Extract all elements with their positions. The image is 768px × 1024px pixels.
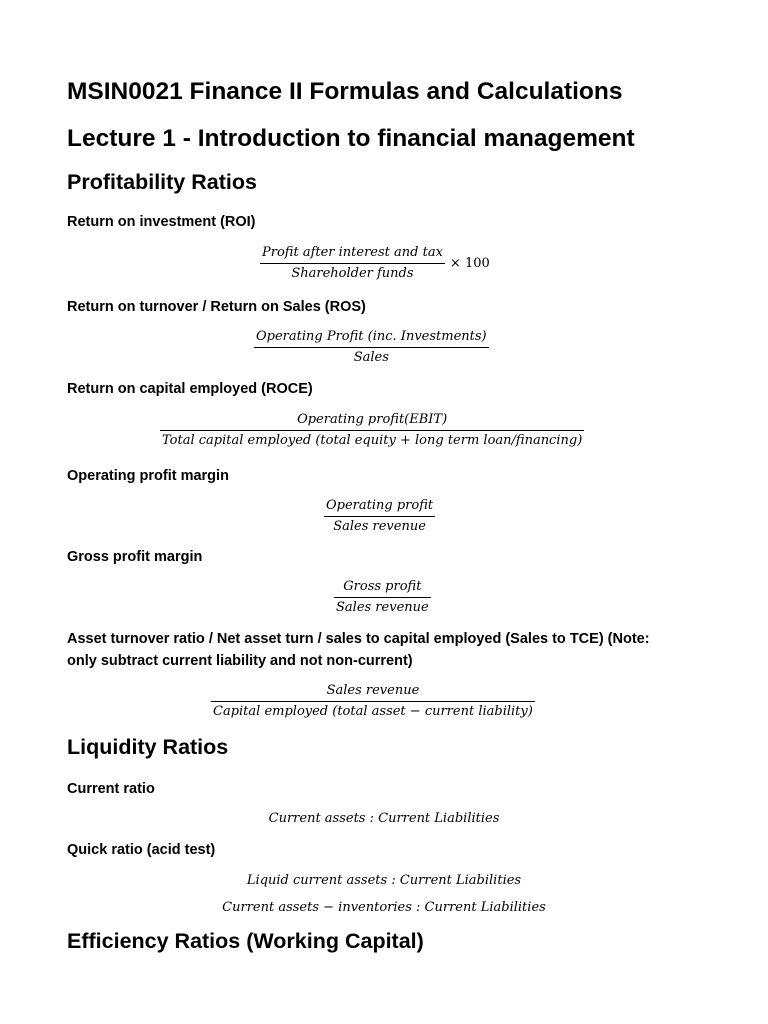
quick-ratio-label: Quick ratio (acid test) xyxy=(67,842,216,858)
roce-formula xyxy=(160,412,584,449)
atr-numerator: Sales revenue xyxy=(326,683,420,698)
ros-label: Return on turnover / Return on Sales (ROS) xyxy=(67,299,366,315)
atr-formula xyxy=(211,683,535,720)
profitability-heading: Profitability Ratios xyxy=(67,170,257,194)
quick-ratio-formula-2: Current assets − inventories : Current Liabilities xyxy=(222,900,546,915)
ros-formula xyxy=(254,329,489,366)
roi-numerator: Profit after interest and tax xyxy=(262,245,443,260)
ros-numerator: Operating Profit (inc. Investments) xyxy=(256,329,487,344)
roi-label: Return on investment (ROI) xyxy=(67,214,256,230)
atr-label-line1: Asset turnover ratio / Net asset turn / sales to capital employed (Sales to TCE) (Note: xyxy=(67,631,650,647)
lecture-heading: Lecture 1 - Introduction to financial management xyxy=(67,125,635,152)
gpm-formula xyxy=(334,579,431,616)
quick-ratio-formula-1: Liquid current assets : Current Liabilities xyxy=(246,873,522,888)
current-ratio-label: Current ratio xyxy=(67,781,155,797)
roce-label: Return on capital employed (ROCE) xyxy=(67,381,313,397)
gpm-label: Gross profit margin xyxy=(67,549,203,565)
opm-formula xyxy=(324,498,435,535)
ros-denominator: Sales xyxy=(353,350,389,365)
roi-denominator: Shareholder funds xyxy=(291,266,414,281)
roi-multiplier: × 100 xyxy=(449,256,490,271)
opm-numerator: Operating profit xyxy=(326,498,434,513)
roce-numerator: Operating profit(EBIT) xyxy=(297,412,448,427)
liquidity-heading: Liquidity Ratios xyxy=(67,735,229,759)
atr-label-line2: only subtract current liability and not non-current) xyxy=(67,653,413,669)
roce-denominator: Total capital employed (total equity + long term loan/financing) xyxy=(162,433,583,448)
efficiency-heading: Efficiency Ratios (Working Capital) xyxy=(67,929,424,953)
document-title: MSIN0021 Finance II Formulas and Calculations xyxy=(67,78,623,105)
roi-formula xyxy=(260,245,490,282)
current-ratio-formula: Current assets : Current Liabilities xyxy=(268,811,500,826)
atr-denominator: Capital employed (total asset − current liability) xyxy=(213,704,533,719)
opm-label: Operating profit margin xyxy=(67,468,229,484)
opm-denominator: Sales revenue xyxy=(333,519,426,534)
gpm-denominator: Sales revenue xyxy=(336,600,429,615)
gpm-numerator: Gross profit xyxy=(343,579,422,594)
